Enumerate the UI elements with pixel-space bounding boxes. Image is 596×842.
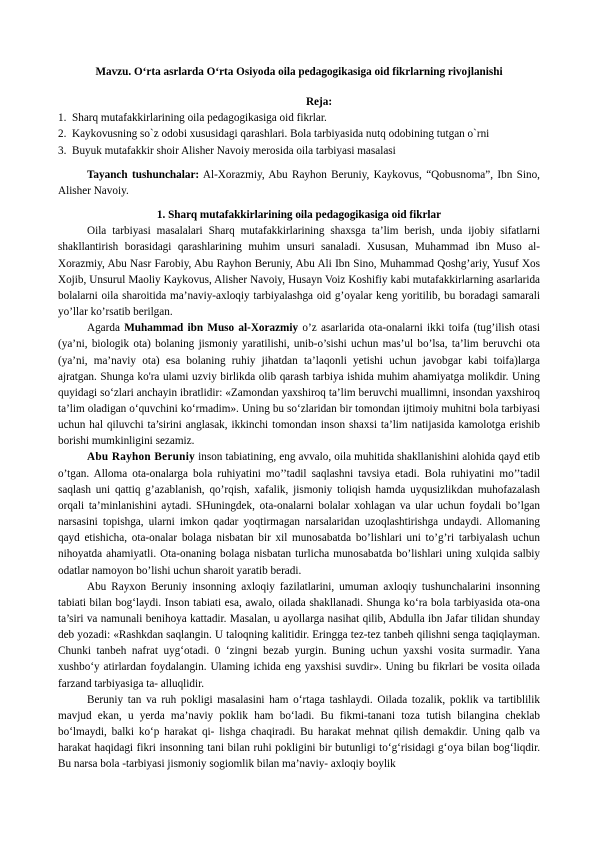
keywords-text: Al-Xorazmiy, Abu Rayhon Beruniy, Kaykovus, “Qobusnoma”, Ibn Sino, Alisher Navoiy. — [58, 168, 540, 197]
document-title: Mavzu. O‘rta asrlarda O‘rta Osiyoda oila pedagogikasiga oid fikrlarning rivojlanishi — [95, 66, 503, 78]
plan-item — [58, 143, 540, 159]
plan-item — [58, 126, 540, 142]
plan-item-number: 1. — [58, 112, 67, 125]
paragraph-beruniy — [58, 449, 540, 578]
paragraph-lead: Agarda — [87, 322, 125, 335]
paragraph-intro: Oila tarbiyasi masalalari Sharq mutafakkirlarining shaxsga ta’lim berish, unda ijobiy sifatlarni shakllantirish borasidagi qarashlarining muhim unsuri sanaladi. Xususan, Muhammad ibn Muso al-Xorazmiy, Abu Nasr Farobiy, Abu Rayhon Beruniy, Abu Ali Ibn Sino, Muhammad Qoshg’ariy, Yusuf Xos Xojib, Unsurul Maoliy Kaykovus, Alisher Navoiy, Husayn Voiz Koshifiy kabi mutafakkirlarning asarlarida bolalarni oila sharoitida ma’naviy-axloqiy tarbiyalashga oid g’oyalar keng yoritilib, bu boradagi samarali yo’llar ko’rsatib berilgan. — [58, 225, 540, 319]
plan-item-text: Buyuk mutafakkir shoir Alisher Navoiy merosida oila tarbiyasi masalasi — [72, 144, 396, 157]
keywords-paragraph — [58, 167, 540, 199]
plan-list — [58, 110, 540, 158]
plan-item-text: Kaykovusning so`z odobi xususidagi qarashlari. Bola tarbiyasida nutq odobining tutgan o`rni — [72, 128, 490, 141]
plan-item-text: Sharq mutafakkirlarining oila pedagogikasiga oid fikrlar. — [72, 112, 327, 125]
plan-item — [58, 110, 540, 126]
keywords-label: Tayanch tushunchalar: — [87, 168, 200, 181]
section-heading: 1. Sharq mutafakkirlarining oila pedagogikasiga oid fikrlar — [156, 209, 442, 222]
name-beruniy: Abu Rayhon Beruniy — [87, 451, 196, 464]
plan-item-number: 2. — [58, 128, 67, 141]
paragraph-purity: Beruniy tan va ruh pokligi masalasini ham o‘rtaga tashlaydi. Oilada tozalik, poklik va tartiblilik mavjud ekan, u yerda ma’naviy poklik ham bo‘ladi. Bu fikmi-tanani toza tutish bilangina cheklab bo‘lmaydi, balki ko‘p harakat qi- lishga chaqiradi. Bu harakat mehnat qilish demakdir. Uning qalb va harakat haqidagi fikri insonning tani bilan ruhi pokligini bir butunligi to‘g‘risidagi g‘oya bilan bog‘liqdir. Bu narsa bola -tarbiyasi jismoniy sogiomlik bilan ma’naviy- axloqiy boylik — [58, 693, 540, 771]
paragraph-body: inson tabiatining, eng avvalo, oila muhitida shakllanishini alohida qayd etib o’tgan. Alloma ota-onalarga bola ruhiyatini mo’’tadil saqlashni tavsiya etadi. Bola ruhiyatini mo’’tadil saqlash uni qattiq g’azablanish, qo’rqish, xafalik, jismoniy toliqish hamda uyqusizlikdan muhofazalash orqali ta’minlanishini aytadi. SHuningdek, ota-onalarni bolalar xohlagan va ular uchun foydali bo’lgan narsasini topishga, ularni imkon qadar yoqtirmagan narsalaridan uzoqlashtirishga undaydi. Allomaning qayd etishicha, ota-onalar bolaga nisbatan bir xil munosabatda bo’lishlari uni to’g’ri tarbiyalash uchun nihoyatda ahamiyatli. Ota-onaning bolaga nisbatan turlicha munosabatda bo’lishlari uning xulqida salbiy odatlar namoyon bo’lishi uchun sharoit yaratib beradi. — [58, 451, 540, 577]
paragraph-xorazmiy — [58, 320, 540, 449]
name-xorazmiy: Muhammad ibn Muso al-Xorazmiy — [124, 322, 299, 335]
paragraph-beruniy-ethics: Abu Rayxon Beruniy insonning axloqiy fazilatlarini, umuman axloqiy tushunchalarini insonning tabiati bilan bog‘laydi. Inson tabiati esa, awalo, oilada shakllanadi. Shunga ko‘ra bola tarbiyasida ota-ona ta’siri va namunali benihoya kattadir. Masalan, u ayollarga nasihat qilib, Abdulla ibn Jafar tilidan shunday deb yozadi: «Rashkdan saqlangin. U taloqning kalitidir. Eringga tez-tez tanbeh qilishni senga taqiqlayman. Chunki tanbeh nafrat uyg‘otadi. 0 ‘zingni bezab yurgin. Buning uchun yaxshi vosita surmadir. Yana xushbo‘y atirlardan foydalangin. Ulaming ichida eng yaxshisi suvdir». Uning bu fikrlari be vosita oilada farzand tarbiyasiga ta- alluqlidir. — [58, 580, 540, 690]
document-page — [58, 64, 540, 773]
paragraph-body: o’z asarlarida ota-onalarni ikki toifa (tug’ilish otasi (ya’ni, biologik ota) bolaning jismoniy yaratilishi, unib-o’sishi uchun mas’ul bo’lsa, ta’lim beruvchi ota (ya’ni, ma’naviy ota) esa bolaning ruhiy jihatdan ta’laqonli yetishi uchun javobgar kabi toifa)larga ajratgan. Shunga ko'ra ulami uzviy birlikda olib qarash tarbiya ishida muhim ahamiyatga molikdir. Uning quyidagi so‘zlari anchayin ibratlidir: «Zamondan yaxshiroq ta’lim beruvchi muallimni, insondan yaxshiroq ta’lim oladigan o‘quvchini ko‘rmadim». Uning bu so‘zlaridan bir tomondan ijtimoiy muhitni bola tarbiyasi uchun hal qiluvchi ta’sirini anglasak, ikkinchi tomondan inson shaxsi ta’lim natijasida kamolotga erishib borishi mumkinligini sezamiz. — [58, 322, 540, 448]
plan-heading: Reja: — [305, 96, 333, 109]
plan-item-number: 3. — [58, 144, 67, 157]
